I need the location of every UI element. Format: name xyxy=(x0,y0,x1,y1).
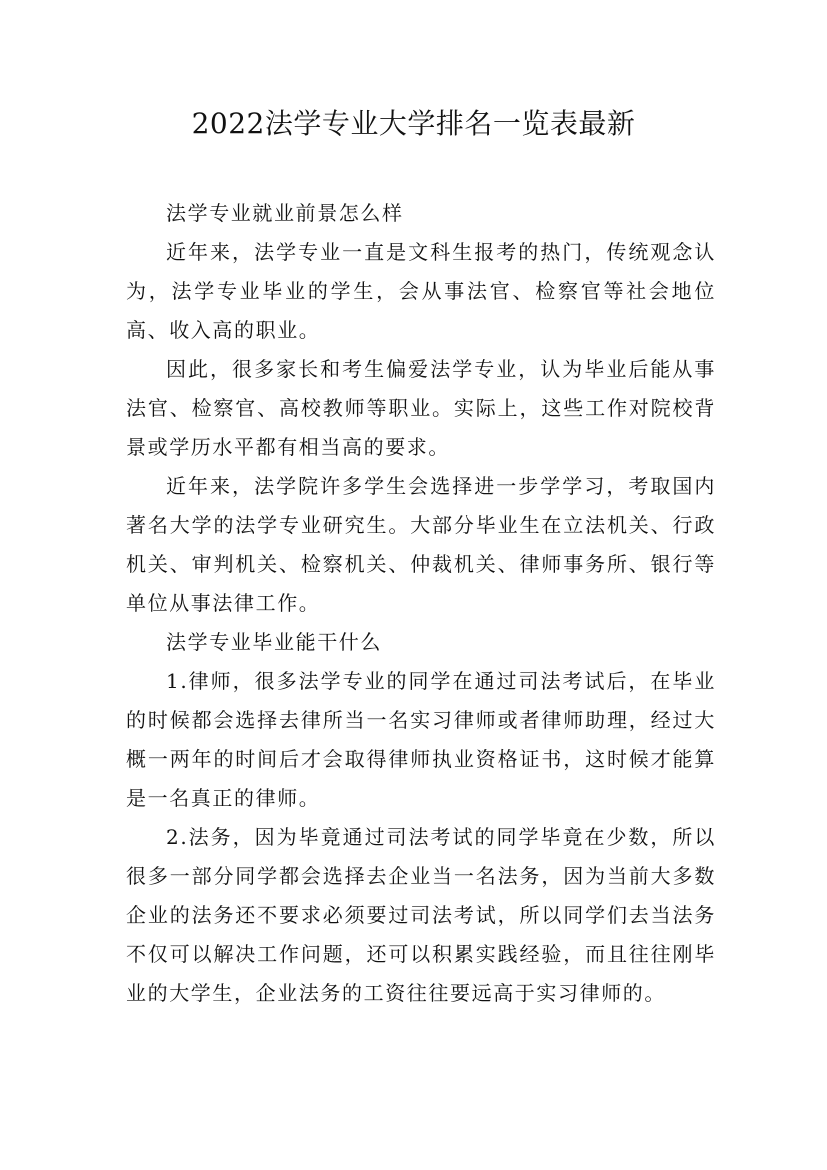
section-heading-employment: 法学专业就业前景怎么样 xyxy=(166,201,404,225)
document-body xyxy=(126,194,716,1013)
body-paragraph: 因此，很多家长和考生偏爱法学专业，认为毕业后能从事法官、检察官、高校教师等职业。实际上，这些工作对院校背景或学历水平都有相当高的要求。 xyxy=(126,357,716,459)
section-heading-careers: 法学专业毕业能干什么 xyxy=(166,630,382,654)
body-paragraph: 近年来，法学院许多学生会选择进一步学学习，考取国内著名大学的法学专业研究生。大部分毕业生在立法机关、行政机关、审判机关、检察机关、仲裁机关、律师事务所、银行等单位从事法律工作。 xyxy=(126,474,716,615)
document-title: 2022法学专业大学排名一览表最新 xyxy=(191,107,636,140)
body-paragraph: 近年来，法学专业一直是文科生报考的热门，传统观念认为，法学专业毕业的学生，会从事法官、检察官等社会地位高、收入高的职业。 xyxy=(126,240,716,342)
list-item-lawyer: 1.律师，很多法学专业的同学在通过司法考试后，在毕业的时候都会选择去律所当一名实习律师或者律师助理，经过大概一两年的时间后才会取得律师执业资格证书，这时候才能算是一名真正的律师。 xyxy=(126,669,716,810)
list-item-legal-affairs: 2.法务，因为毕竟通过司法考试的同学毕竟在少数，所以很多一部分同学都会选择去企业当一名法务，因为当前大多数企业的法务还不要求必须要过司法考试，所以同学们去当法务不仅可以解决工作问题，还可以积累实践经验，而且往往刚毕业的大学生，企业法务的工资往往要远高于实习律师的。 xyxy=(126,825,716,1005)
